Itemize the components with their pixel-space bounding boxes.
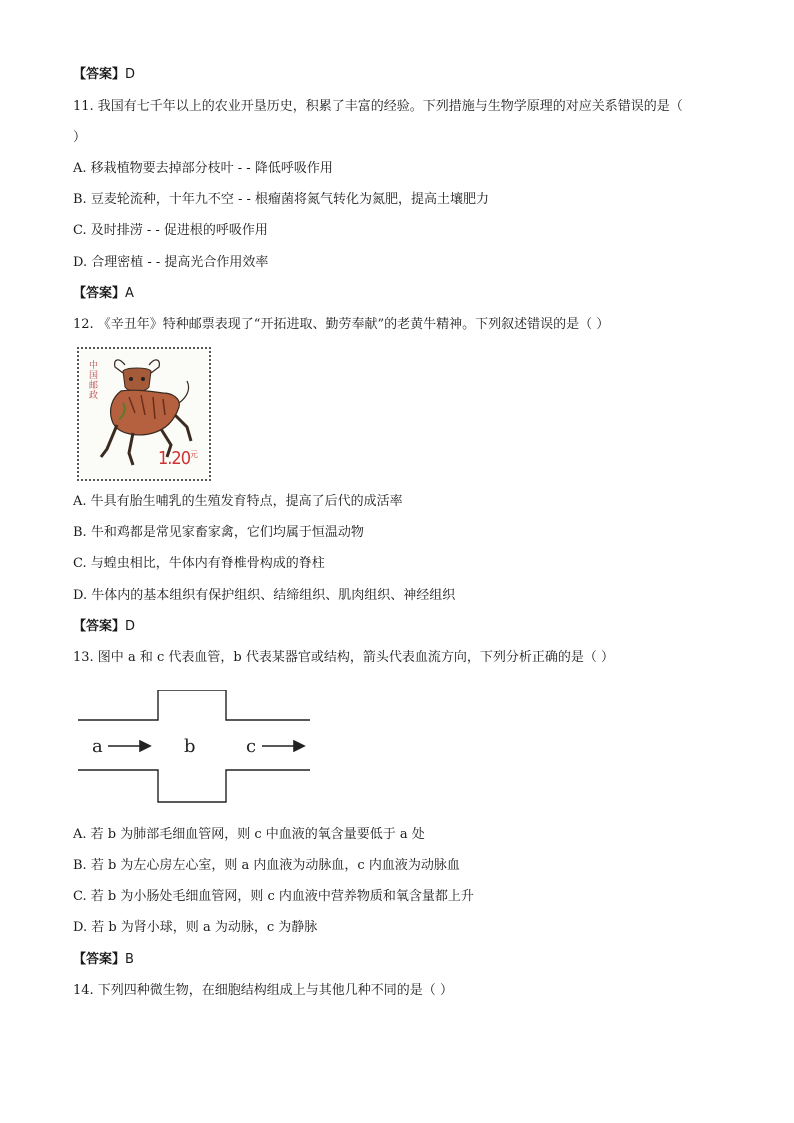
question-11-text-cont: ） [73, 130, 87, 145]
diagram-top-outline [78, 690, 310, 720]
answer-13 [73, 951, 134, 969]
question-12-option-c: C. 与蝗虫相比，牛体内有脊椎骨构成的脊柱 [73, 556, 325, 571]
question-12-option-d: D. 牛体内的基本组织有保护组织、结缔组织、肌肉组织、神经组织 [73, 588, 456, 603]
answer-tag: 【答案】 [73, 286, 126, 301]
label-a: a [92, 736, 103, 757]
answer-value: A [125, 286, 134, 301]
question-12-text: 12. 《辛丑年》特种邮票表现了“开拓进取、勤劳奉献”的老黄牛精神。下列叙述错误的是（ ） [73, 317, 610, 332]
question-14-text: 14. 下列四种微生物，在细胞结构组成上与其他几种不同的是（ ） [73, 983, 453, 998]
blood-flow-diagram [78, 690, 312, 805]
question-11-text: 11. 我国有七千年以上的农业开垦历史，积累了丰富的经验。下列措施与生物学原理的对应关系错误的是（ [73, 99, 683, 114]
arrow-a-icon [108, 741, 150, 751]
arrow-c-icon [262, 741, 304, 751]
answer-10 [73, 66, 135, 84]
answer-11 [73, 285, 134, 303]
question-11-option-a: A. 移栽植物要去掉部分枝叶 - - 降低呼吸作用 [73, 161, 333, 176]
diagram-bottom-outline [78, 770, 310, 802]
stamp-country-label: 中国邮政 [89, 361, 99, 401]
question-13-option-a: A. 若 b 为肺部毛细血管网，则 c 中血液的氧含量要低于 a 处 [73, 827, 425, 842]
label-b: b [184, 736, 196, 757]
answer-value: D [125, 619, 136, 634]
question-11-option-d: D. 合理密植 - - 提高光合作用效率 [73, 255, 269, 270]
answer-12 [73, 618, 135, 636]
answer-tag: 【答案】 [73, 619, 126, 634]
question-12-option-a: A. 牛具有胎生哺乳的生殖发育特点，提高了后代的成活率 [73, 494, 403, 509]
question-13-text: 13. 图中 a 和 c 代表血管，b 代表某器官或结构，箭头代表血流方向，下列分析正确的是（ ） [73, 650, 614, 665]
answer-tag: 【答案】 [73, 67, 126, 82]
question-11-option-b: B. 豆麦轮流种，十年九不空 - - 根瘤菌将氮气转化为氮肥，提高土壤肥力 [73, 192, 490, 207]
question-13-option-c: C. 若 b 为小肠处毛细血管网，则 c 内血液中营养物质和氧含量都上升 [73, 889, 474, 904]
stamp-face-value [158, 448, 197, 469]
question-13-option-d: D. 若 b 为肾小球，则 a 为动脉，c 为静脉 [73, 920, 318, 935]
answer-tag: 【答案】 [73, 952, 126, 967]
question-11-option-c: C. 及时排涝 - - 促进根的呼吸作用 [73, 223, 268, 238]
ox-stamp-image [77, 347, 211, 481]
stamp-value-unit: 元 [190, 450, 197, 459]
label-c: c [246, 736, 257, 757]
question-12-option-b: B. 牛和鸡都是常见家畜家禽，它们均属于恒温动物 [73, 525, 364, 540]
answer-value: D [125, 67, 136, 82]
stamp-value-number: 1.20 [157, 448, 190, 469]
answer-value: B [125, 952, 134, 967]
question-13-option-b: B. 若 b 为左心房左心室，则 a 内血液为动脉血，c 内血液为动脉血 [73, 858, 460, 873]
